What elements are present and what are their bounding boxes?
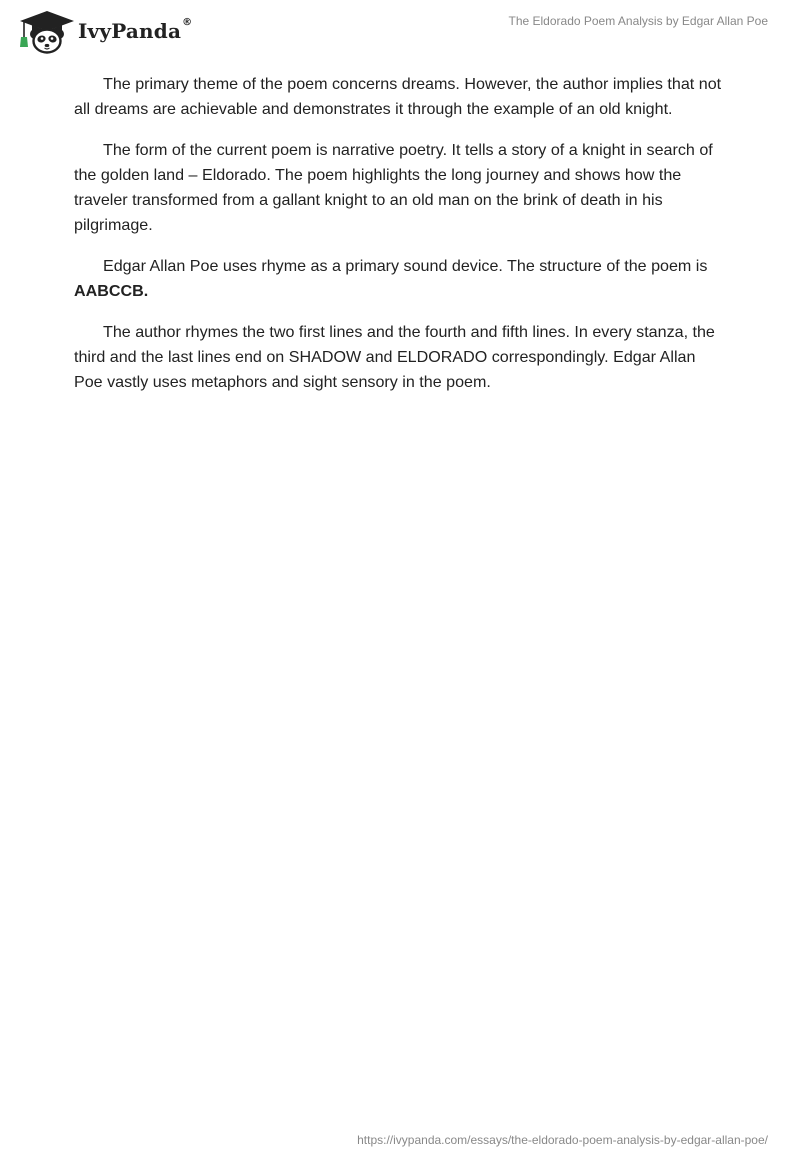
document-title: The Eldorado Poem Analysis by Edgar Allan Poe [508,14,768,28]
paragraph-devices [74,320,726,395]
registered-mark: ® [182,16,193,28]
paragraph-theme [74,72,726,122]
brand-name: IvyPanda [78,19,182,43]
page-header [0,0,800,60]
panda-graduation-cap-icon [14,7,76,55]
paragraph-text: The author rhymes the two first lines and the fourth and fifth lines. In every stanza, the third and the last lines end on SHADOW and ELDORADO correspondingly. Edgar Allan Poe vastly uses metaphors and sight sensory in the poem. [74,323,715,391]
ivypanda-logo[interactable] [14,8,192,54]
paragraph-text: The form of the current poem is narrative poetry. It tells a story of a knight in search of the golden land – Eldorado. The poem highlights the long journey and shows how the traveler transformed from a gallant knight to an old man on the brink of death in his pilgrimage. [74,141,713,234]
rhyme-scheme: AABCCB. [74,282,149,300]
essay-body [74,72,726,411]
paragraph-form [74,138,726,238]
source-url[interactable]: https://ivypanda.com/essays/the-eldorado-poem-analysis-by-edgar-allan-poe/ [357,1133,768,1147]
paragraph-text: The primary theme of the poem concerns dreams. However, the author implies that not all dreams are achievable and demonstrates it through the example of an old knight. [74,75,722,118]
paragraph-text: Edgar Allan Poe uses rhyme as a primary sound device. The structure of the poem is [103,257,708,275]
paragraph-rhyme [74,254,726,304]
